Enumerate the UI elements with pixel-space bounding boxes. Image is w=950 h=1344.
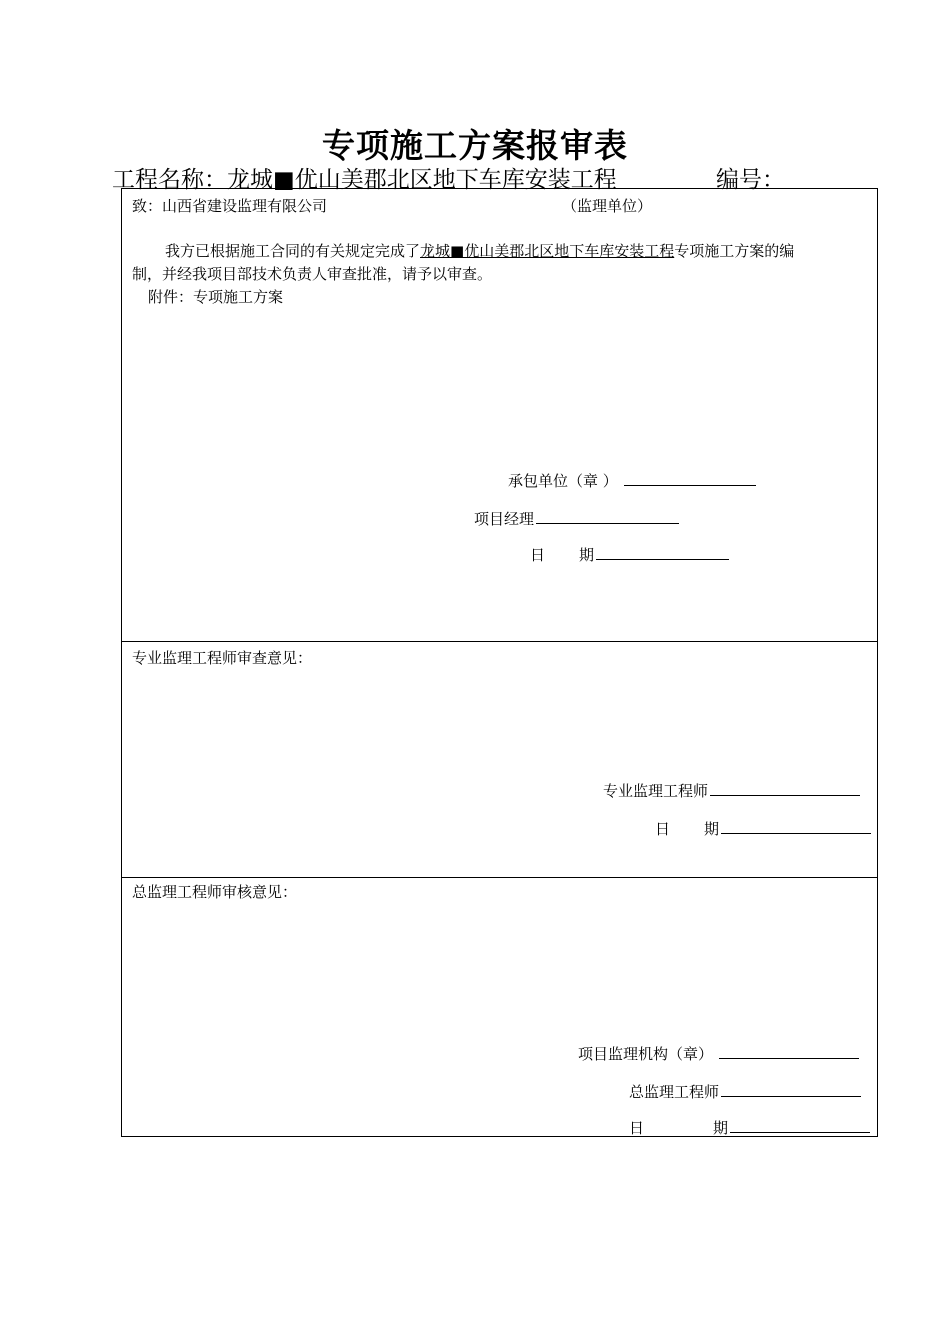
project-manager-line bbox=[474, 509, 679, 528]
chief-sign-blank[interactable] bbox=[721, 1082, 861, 1097]
chief-sign-line bbox=[629, 1082, 861, 1101]
supervision-org-blank[interactable] bbox=[719, 1044, 859, 1059]
code-label: 编号： bbox=[716, 167, 785, 193]
attachment-line: 附件：专项施工方案 bbox=[148, 288, 284, 306]
chief-sign-label: 总监理工程师 bbox=[629, 1083, 720, 1101]
form-title: 专项施工方案报审表 bbox=[322, 126, 628, 165]
engineer-sign-blank[interactable] bbox=[710, 781, 860, 796]
chief-review-heading: 总监理工程师审核意见： bbox=[132, 883, 298, 901]
section-divider-1 bbox=[122, 641, 877, 642]
date-char-ri: 日 bbox=[530, 546, 546, 564]
engineer-sign-label: 专业监理工程师 bbox=[603, 782, 709, 800]
recipient-unit-type: （监理单位） bbox=[562, 197, 653, 215]
form-table bbox=[121, 188, 878, 1137]
body-paragraph-line2: 制，并经我项目部技术负责人审查批准，请予以审查。 bbox=[132, 265, 493, 283]
supervision-org-label: 项目监理机构（章） bbox=[578, 1045, 714, 1063]
recipient-label: 致： bbox=[132, 197, 163, 215]
contractor-seal-label: 承包单位（章 ） bbox=[508, 472, 618, 490]
project-name-label: 工程名称： bbox=[112, 167, 227, 193]
date-char-qi: 期 bbox=[704, 820, 720, 838]
body-text-pre: 我方已根据施工合同的有关规定完成了 bbox=[165, 242, 421, 260]
body-project-name: 龙城■优山美郡北区地下车库安装工程 bbox=[420, 242, 675, 260]
recipient-unit: 山西省建设监理有限公司 bbox=[162, 197, 328, 215]
section-divider-2 bbox=[122, 877, 877, 878]
engineer-date-blank[interactable] bbox=[721, 819, 871, 834]
engineer-date-line bbox=[655, 819, 871, 838]
supervision-org-line bbox=[578, 1044, 859, 1063]
body-paragraph-line1 bbox=[165, 242, 794, 260]
date-char-ri: 日 bbox=[655, 820, 671, 838]
contractor-seal-line bbox=[508, 471, 756, 490]
chief-date-line bbox=[629, 1118, 870, 1137]
contractor-date-blank[interactable] bbox=[596, 545, 729, 560]
contractor-seal-blank[interactable] bbox=[624, 471, 756, 486]
date-char-qi: 期 bbox=[713, 1119, 729, 1137]
date-char-ri: 日 bbox=[629, 1119, 645, 1137]
engineer-review-heading: 专业监理工程师审查意见： bbox=[132, 649, 313, 667]
body-text-post: 专项施工方案的编 bbox=[674, 242, 795, 260]
project-name-value: 龙城■优山美郡北区地下车库安装工程 bbox=[227, 167, 617, 193]
contractor-date-line bbox=[530, 545, 729, 564]
recipient-line bbox=[132, 197, 327, 215]
chief-date-blank[interactable] bbox=[730, 1118, 870, 1133]
engineer-sign-line bbox=[603, 781, 860, 800]
date-char-qi: 期 bbox=[579, 546, 595, 564]
project-manager-label: 项目经理 bbox=[474, 510, 535, 528]
project-manager-blank[interactable] bbox=[536, 509, 679, 524]
